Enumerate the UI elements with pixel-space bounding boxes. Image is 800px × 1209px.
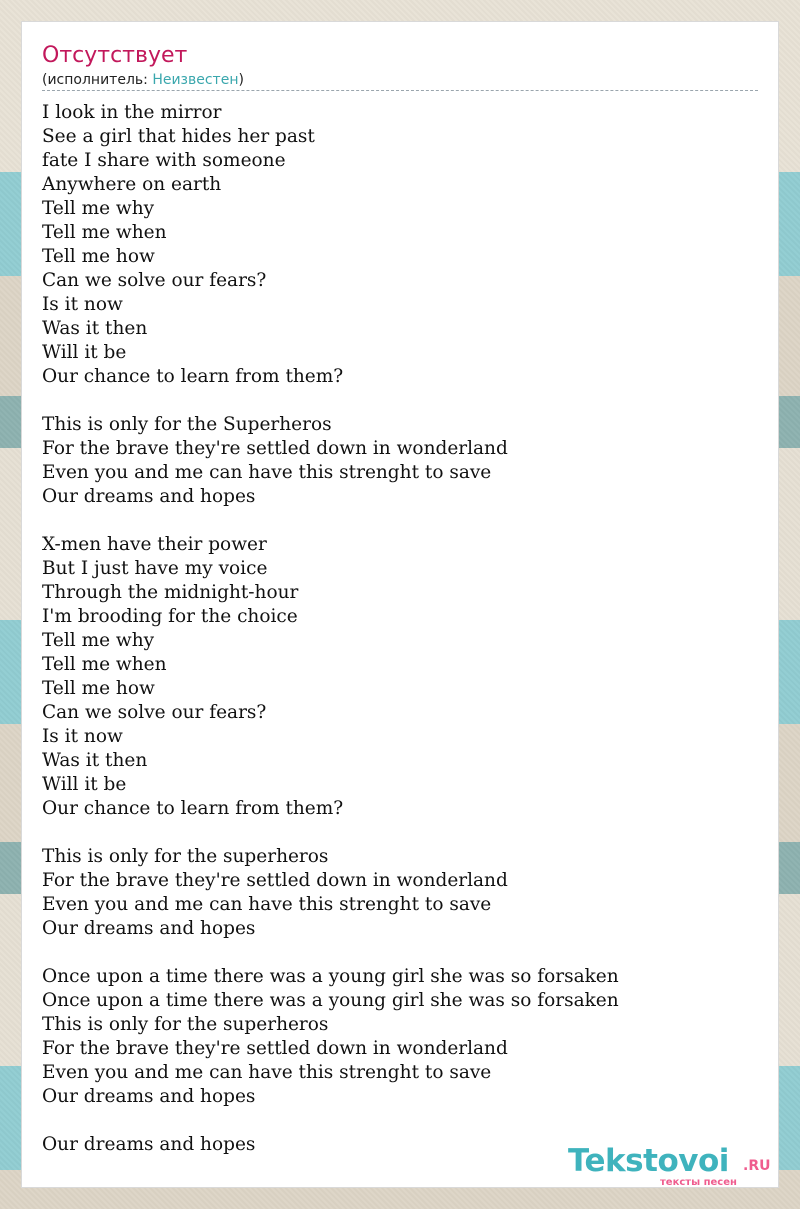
lyric-line: Tell me why xyxy=(42,198,155,219)
lyric-line: Is it now xyxy=(42,294,123,315)
artist-suffix: ) xyxy=(238,72,244,88)
lyric-line: Even you and me can have this strenght to save xyxy=(42,1062,492,1083)
lyric-line: This is only for the superheros xyxy=(42,846,329,867)
lyric-line: For the brave they're settled down in wonderland xyxy=(42,870,508,891)
lyric-line: Our chance to learn from them? xyxy=(42,798,344,819)
lyric-line: I look in the mirror xyxy=(42,102,222,123)
title-divider xyxy=(42,90,758,91)
artist-line xyxy=(42,71,244,89)
lyric-line: Tell me when xyxy=(42,222,167,243)
lyric-line: Once upon a time there was a young girl she was so forsaken xyxy=(42,990,619,1011)
lyrics-card xyxy=(22,22,778,1187)
stanza-break xyxy=(42,941,758,965)
logo-tld: .RU xyxy=(743,1158,771,1174)
lyric-line: For the brave they're settled down in wonderland xyxy=(42,438,508,459)
lyric-line: Was it then xyxy=(42,318,148,339)
lyric-line: Tell me when xyxy=(42,654,167,675)
stanza-break xyxy=(42,389,758,413)
lyric-line: Our dreams and hopes xyxy=(42,1086,256,1107)
lyric-line: See a girl that hides her past xyxy=(42,126,315,147)
lyric-line: Even you and me can have this strenght to save xyxy=(42,894,492,915)
lyric-line: Once upon a time there was a young girl she was so forsaken xyxy=(42,966,619,987)
lyric-line: Will it be xyxy=(42,774,127,795)
lyric-line: Is it now xyxy=(42,726,123,747)
lyric-line: Our dreams and hopes xyxy=(42,918,256,939)
lyric-line: Will it be xyxy=(42,342,127,363)
site-logo[interactable] xyxy=(568,1142,778,1186)
stanza-break xyxy=(42,1109,758,1133)
lyric-line: Was it then xyxy=(42,750,148,771)
lyric-line: Can we solve our fears? xyxy=(42,702,267,723)
stanza-break xyxy=(42,509,758,533)
lyric-line: This is only for the Superheros xyxy=(42,414,332,435)
lyric-line: Our chance to learn from them? xyxy=(42,366,344,387)
lyric-line: Through the midnight-hour xyxy=(42,582,299,603)
lyric-line: Anywhere on earth xyxy=(42,174,222,195)
lyric-line: Can we solve our fears? xyxy=(42,270,267,291)
artist-link[interactable]: Неизвестен xyxy=(152,72,239,88)
logo-tagline: тексты песен xyxy=(660,1177,737,1188)
lyric-line: But I just have my voice xyxy=(42,558,268,579)
logo-name: Tekstovoi xyxy=(568,1143,729,1179)
lyric-line: Our dreams and hopes xyxy=(42,1134,256,1155)
song-title: Отсутствует xyxy=(42,43,188,68)
lyric-line: Tell me why xyxy=(42,630,155,651)
lyric-line: Our dreams and hopes xyxy=(42,486,256,507)
lyrics-text xyxy=(42,101,758,1157)
lyric-line: Even you and me can have this strenght to save xyxy=(42,462,492,483)
lyric-line: I'm brooding for the choice xyxy=(42,606,298,627)
lyric-line: Tell me how xyxy=(42,678,155,699)
lyric-line: For the brave they're settled down in wonderland xyxy=(42,1038,508,1059)
lyric-line: Tell me how xyxy=(42,246,155,267)
lyric-line: X-men have their power xyxy=(42,534,267,555)
lyric-line: fate I share with someone xyxy=(42,150,286,171)
stanza-break xyxy=(42,821,758,845)
lyric-line: This is only for the superheros xyxy=(42,1014,329,1035)
artist-prefix: (исполнитель: xyxy=(42,72,153,88)
